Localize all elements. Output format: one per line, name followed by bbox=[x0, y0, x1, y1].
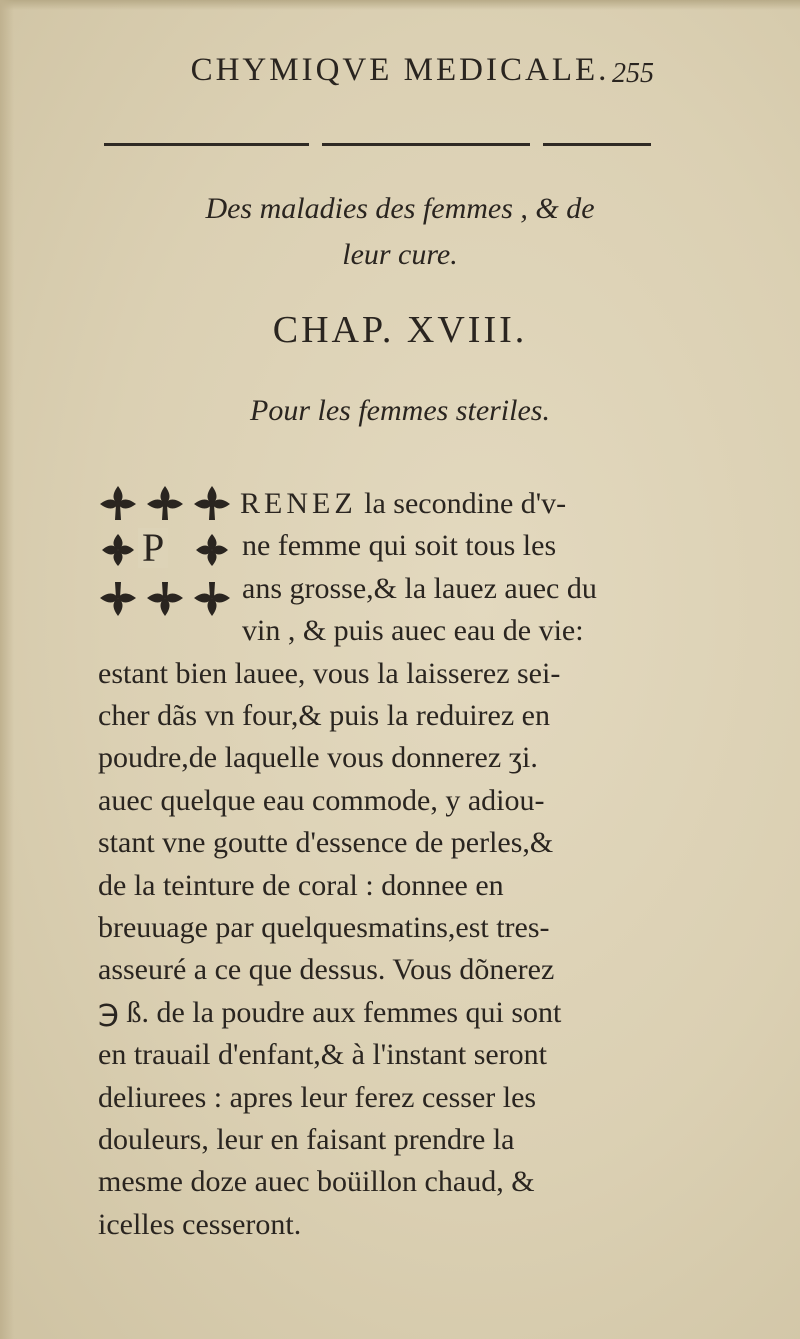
body-line-3: ans grosse,& la lauez auec du bbox=[242, 572, 597, 605]
body-line-1-text: la secondine d'v- bbox=[364, 487, 567, 520]
head-rule-middle bbox=[322, 143, 530, 146]
body-line-15: deliurees : apres leur ferez cesser les bbox=[98, 1081, 537, 1114]
body-line-2: ne femme qui soit tous les bbox=[242, 529, 557, 562]
page-left-edge-shadow bbox=[0, 0, 14, 1339]
body-line-10: de la teinture de coral : donnee en bbox=[98, 869, 504, 902]
body-line-6: cher dãs vn four,& puis la reduirez en bbox=[98, 699, 550, 732]
first-word-rest: RENEZ bbox=[240, 487, 357, 520]
body-line-1 bbox=[240, 484, 566, 524]
chapter-number: CHAP. XVIII. bbox=[272, 309, 528, 351]
body-line-8: auec quelque eau commode, y adiou- bbox=[98, 784, 545, 817]
body-line-14: en trauail d'enfant,& à l'instant seront bbox=[98, 1038, 548, 1071]
running-head: CHYMIQVE MEDICALE. bbox=[190, 52, 610, 88]
body-line-18: icelles cesseront. bbox=[98, 1208, 302, 1241]
body-line-17: mesme doze auec boüillon chaud, & bbox=[98, 1165, 535, 1198]
page-top-edge-shadow bbox=[0, 0, 800, 10]
body-line-5: estant bien lauee, vous la laisserez sei- bbox=[98, 657, 561, 690]
chapter-title-line-1: Des maladies des femmes , & de bbox=[205, 192, 595, 225]
section-title: Pour les femmes steriles. bbox=[250, 394, 550, 427]
head-rule-right bbox=[543, 143, 651, 146]
drop-cap-letter: P bbox=[138, 528, 168, 568]
body-line-13: ℈ ß. de la poudre aux femmes qui sont bbox=[98, 996, 562, 1029]
body-line-11: breuuage par quelquesmatins,est tres- bbox=[98, 911, 550, 944]
body-line-9: stant vne goutte d'essence de perles,& bbox=[98, 826, 554, 859]
chapter-title bbox=[100, 186, 700, 278]
body-line-12: asseuré a ce que dessus. Vous dõnerez bbox=[98, 953, 555, 986]
body-line-4: vin , & puis auec eau de vie: bbox=[242, 614, 584, 647]
page-number: 255 bbox=[612, 58, 654, 89]
chapter-title-line-2: leur cure. bbox=[342, 238, 458, 271]
body-line-7: poudre,de laquelle vous donnerez ʒi. bbox=[98, 741, 538, 774]
body-line-16: douleurs, leur en faisant prendre la bbox=[98, 1123, 515, 1156]
head-rule-left bbox=[104, 143, 309, 146]
